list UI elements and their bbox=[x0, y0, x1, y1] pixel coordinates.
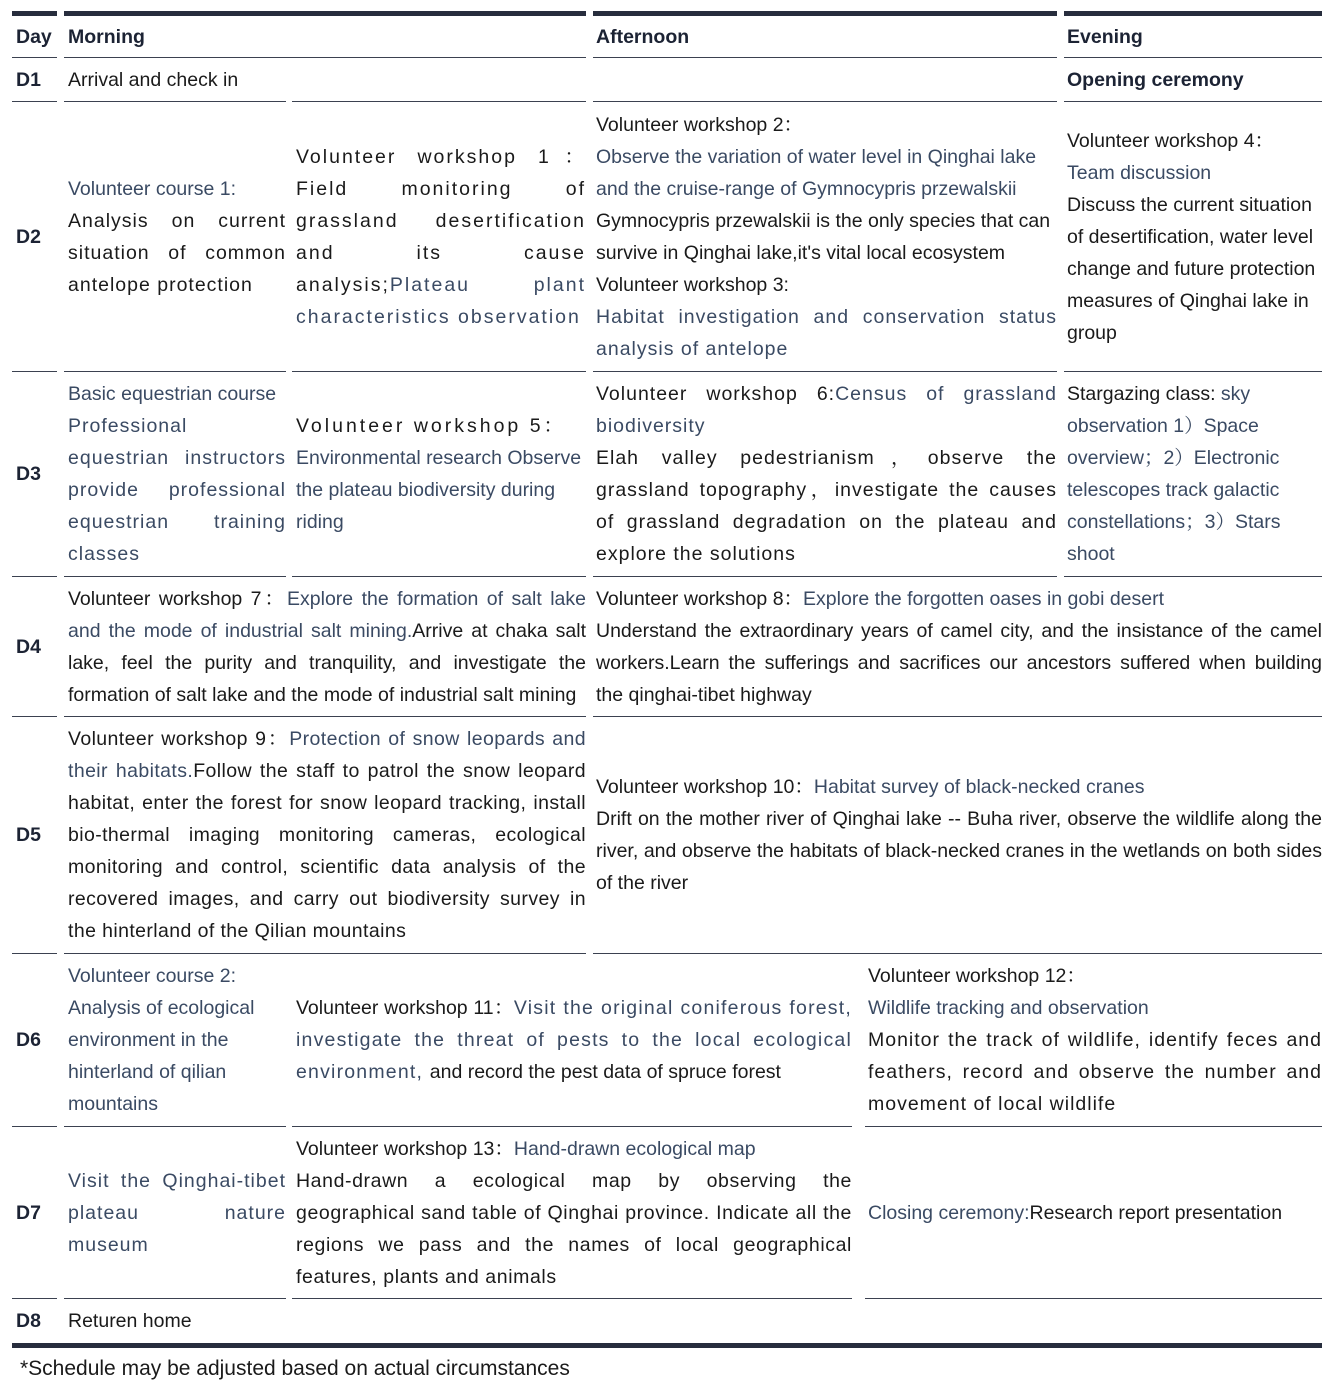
day-cell: D8 bbox=[16, 1310, 41, 1332]
bottom-rule bbox=[12, 1343, 1322, 1348]
day-cell: D7 bbox=[12, 1127, 57, 1299]
d4-afternoon-evening: Volunteer workshop 8：Explore the forgotten oases in gobi desert Understand the extraordinary years of camel city, and the insistance of the camel workers.Learn the sufferings and sacrifices our ancestors suffered when building the qinghai-tibet highway bbox=[593, 577, 1322, 717]
d4-morning: Volunteer workshop 7：Explore the formation of salt lake and the mode of industrial salt mining.Arrive at chaka salt lake, feel the purity and tranquility, and investigate the formation of salt lake and the mode of industrial salt mining bbox=[64, 577, 586, 717]
d3-morning-course: Basic equestrian course Professional equestrian instructors provide professional equestrian training classes bbox=[64, 372, 286, 577]
d2-afternoon: Volunteer workshop 2： Observe the variation of water level in Qinghai lake and the cruise-range of Gymnocypris przewalskii Gymnocypris przewalskii is the only species that can survive in Qinghai lake,it's vital local ecosystem Volunteer workshop 3: Habitat investigation and conservation status analysis of antelope bbox=[593, 102, 1057, 372]
d7-afternoon: Volunteer workshop 13：Hand-drawn ecological map Hand-drawn a ecological map by observing the geographical sand table of Qinghai province. Indicate all the regions we pass and the names of local geographical features, plants and animals bbox=[292, 1127, 852, 1299]
header-day: Day bbox=[12, 16, 57, 58]
header-afternoon: Afternoon bbox=[593, 16, 1057, 58]
d1-morning-empty bbox=[292, 58, 586, 102]
day-cell: D4 bbox=[12, 577, 57, 717]
d2-evening: Volunteer workshop 4： Team discussion Discuss the current situation of desertification, water level change and future protection measures of Qinghai lake in group bbox=[1064, 102, 1322, 372]
d6-morning: Volunteer course 2: Analysis of ecological environment in the hinterland of qilian mountains bbox=[64, 954, 286, 1127]
footnote: *Schedule may be adjusted based on actual circumstances bbox=[20, 1357, 570, 1380]
d5-afternoon-evening: Volunteer workshop 10：Habitat survey of black-necked cranes Drift on the mother river of Qinghai lake -- Buha river, observe the wildlife along the river, and observe the habitats of black-necked cranes in the wetlands on both sides of the river bbox=[593, 717, 1322, 954]
d6-afternoon: Volunteer workshop 11：Visit the original coniferous forest, investigate the threat of pests to the local ecological environment, and record the pest data of spruce forest bbox=[292, 954, 852, 1127]
d5-morning: Volunteer workshop 9：Protection of snow leopards and their habitats.Follow the staff to patrol the snow leopard habitat, enter the forest for snow leopard tracking, install bio-thermal imaging monitoring cameras, ecological monitoring and control, scientific data analysis of the recovered images, and carry out biodiversity survey in the hinterland of the Qilian mountains bbox=[64, 717, 586, 954]
day-cell: D1 bbox=[12, 58, 57, 102]
d1-morning: Arrival and check in bbox=[64, 58, 286, 102]
d3-afternoon: Volunteer workshop 6:Census of grassland biodiversity Elah valley pedestrianism，observe the grassland topography，investigate the causes of grassland degradation on the plateau and explore the solutions bbox=[593, 372, 1057, 577]
d3-morning-workshop: Volunteer workshop 5： Environmental research Observe the plateau biodiversity during riding bbox=[292, 372, 586, 577]
header-evening: Evening bbox=[1064, 16, 1322, 58]
header-morning: Morning bbox=[64, 16, 586, 58]
d3-evening: Stargazing class: sky observation 1）Space overview；2）Electronic telescopes track galactic constellations；3）Stars shoot bbox=[1064, 372, 1322, 577]
d1-afternoon-empty bbox=[593, 58, 1057, 102]
d7-evening: Closing ceremony:Research report presentation bbox=[865, 1127, 1322, 1299]
d1-evening: Opening ceremony bbox=[1064, 58, 1322, 102]
day-cell: D3 bbox=[12, 372, 57, 577]
d2-morning-workshop: Volunteer workshop 1：Field monitoring of grassland desertification and its cause analysis;Plateau plant characteristics observation bbox=[292, 102, 586, 372]
d2-morning-course: Volunteer course 1: Analysis on current situation of common antelope protection bbox=[64, 102, 286, 372]
d7-morning: Visit the Qinghai-tibet plateau nature museum bbox=[64, 1127, 286, 1299]
d8-morning: Returen home bbox=[68, 1310, 192, 1332]
day-cell: D5 bbox=[12, 717, 57, 954]
d6-evening: Volunteer workshop 12： Wildlife tracking and observation Monitor the track of wildlife, identify feces and feathers, record and observe the number and movement of local wildlife bbox=[865, 954, 1322, 1127]
day-cell: D2 bbox=[12, 102, 57, 372]
day-cell: D6 bbox=[12, 954, 57, 1127]
